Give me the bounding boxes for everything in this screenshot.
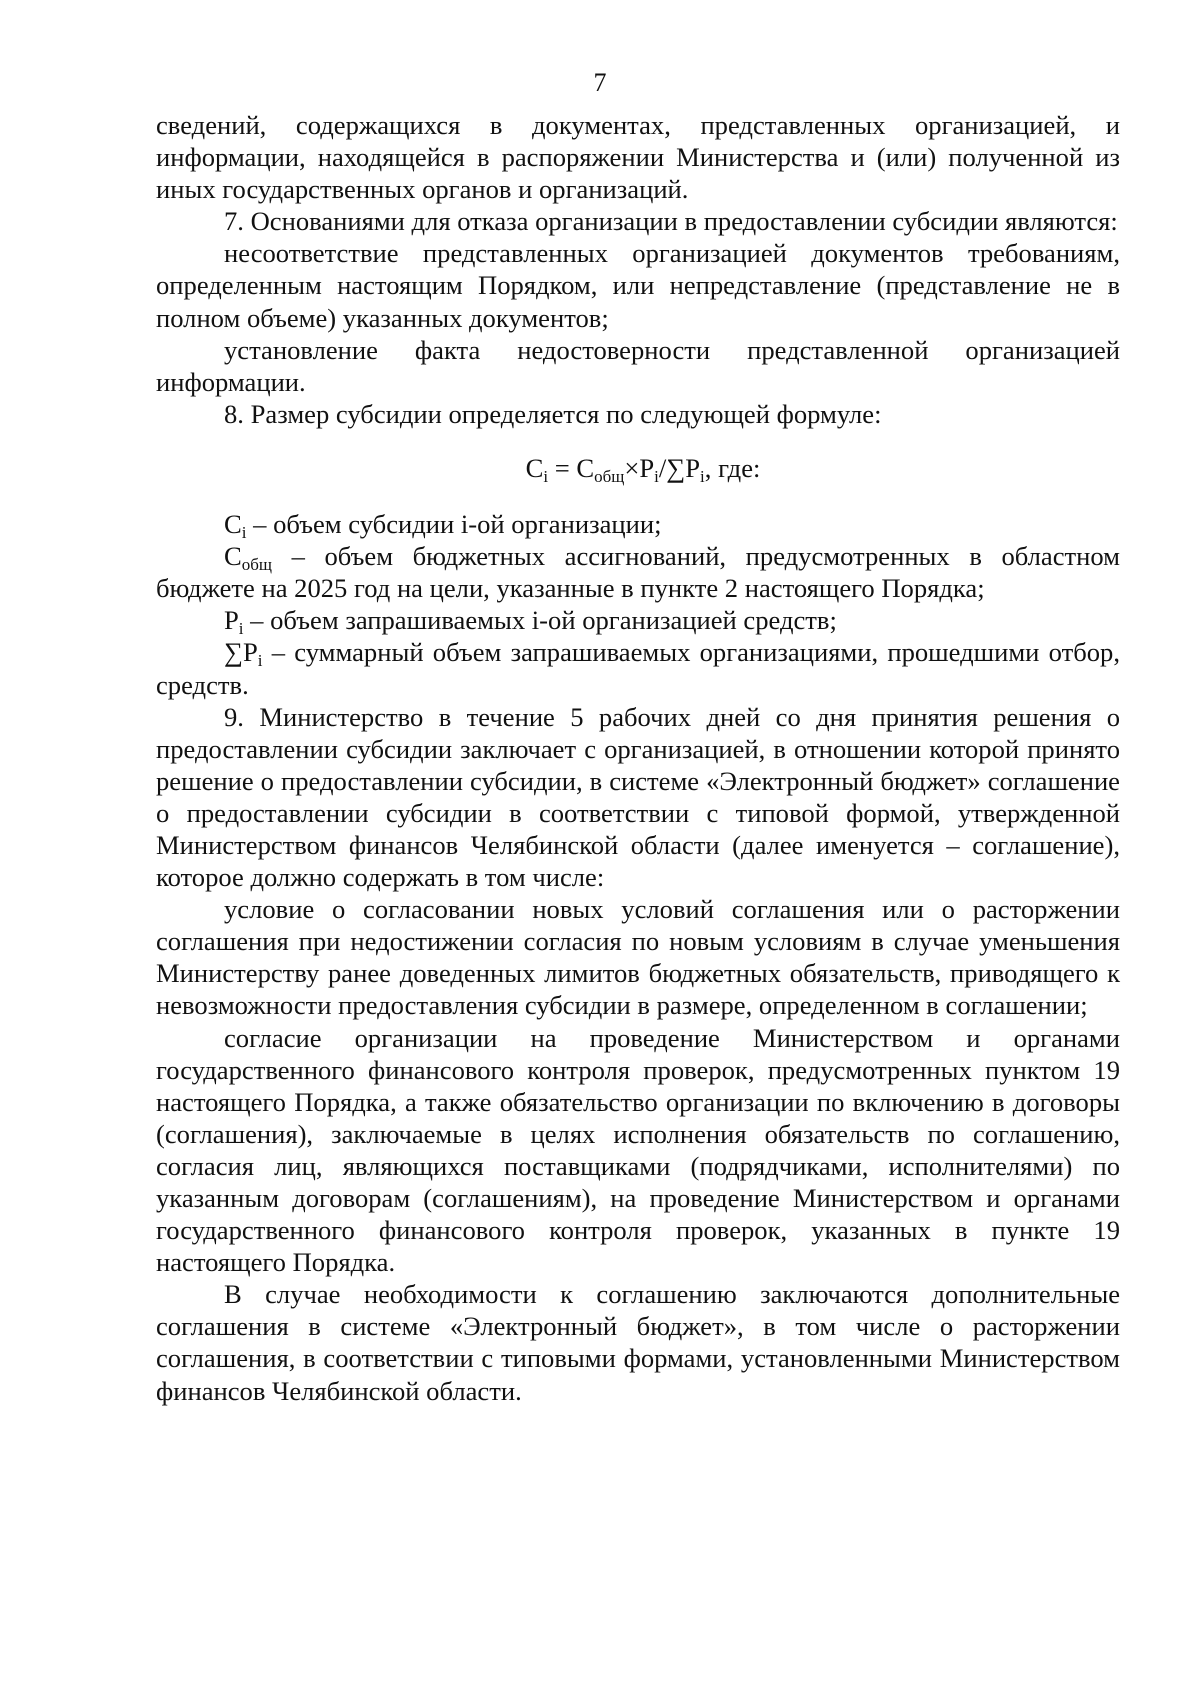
paragraph-continuation: сведений, содержащихся в документах, представленных организацией, и информации, находящейся в распоряжении Министерства и (или) полученной из иных государственных органов и организаций. [156,110,1120,205]
definition-ci: $C_i$ – объем субсидии i-ой организации; [224,509,662,543]
paragraph-7-item-2: установление факта недостоверности представленной организацией информации. [156,334,1120,397]
subsidy-formula: $C_i = C_{общ}\times P_i/\sum P_i$, где: [525,452,761,486]
definition-cobsh: $C_{общ}$ – объем бюджетных ассигнований, предусмотренных в областном бюджете на 2025 год на цели, указанные в пункте 2 настоящего Порядка; [156,541,1120,604]
page-number: 7 [593,68,607,97]
paragraph-8: 8. Размер субсидии определяется по следующей формуле: [224,398,882,429]
paragraph-additional-agreements: В случае необходимости к соглашению заключаются дополнительные соглашения в системе «Электронный бюджет», в том числе о расторжении соглашения, в соответствии с типовыми формами, установленными Министерством финансов Челябинской области. [156,1279,1120,1406]
paragraph-7: 7. Основаниями для отказа организации в предоставлении субсидии являются: [224,206,1118,237]
paragraph-9: 9. Министерство в течение 5 рабочих дней со дня принятия решения о предоставлении субсидии заключает с организацией, в отношении которой принято решение о предоставлении субсидии, в системе «Электронный бюджет» соглашение о предоставлении субсидии в соответствии с типовой формой, утвержденной Министерством финансов Челябинской области (далее именуется – соглашение), которое должно содержать в том числе: [156,701,1120,893]
paragraph-7-item-1: несоответствие представленных организацией документов требованиям, определенным настоящим Порядком, или непредставление (представление не в полном объеме) указанных документов; [156,238,1120,333]
definition-pi: $P_i$ – объем запрашиваемых i-ой организацией средств; [224,605,837,639]
paragraph-9-item-2: согласие организации на проведение Министерством и органами государственного финансового контроля проверок, предусмотренных пунктом 19 настоящего Порядка, а также обязательство организации по включению в договоры (соглашения), заключаемые в целях исполнения обязательств по соглашению, согласия лиц, являющихся поставщиками (подрядчиками, исполнителями) по указанным договорам (соглашениям), на проведение Министерством и органами государственного финансового контроля проверок, указанных в пункте 19 настоящего Порядка. [156,1022,1120,1278]
paragraph-9-item-1: условие о согласовании новых условий соглашения или о расторжении соглашения при недостижении согласия по новым условиям в случае уменьшения Министерству ранее доведенных лимитов бюджетных обязательств, приводящего к невозможности предоставления субсидии в размере, определенном в соглашении; [156,894,1120,1021]
document-body [156,109,1120,1407]
definition-sum-pi: $\sum P_i$ – суммарный объем запрашиваемых организациями, прошедшими отбор, средств. [156,637,1120,700]
